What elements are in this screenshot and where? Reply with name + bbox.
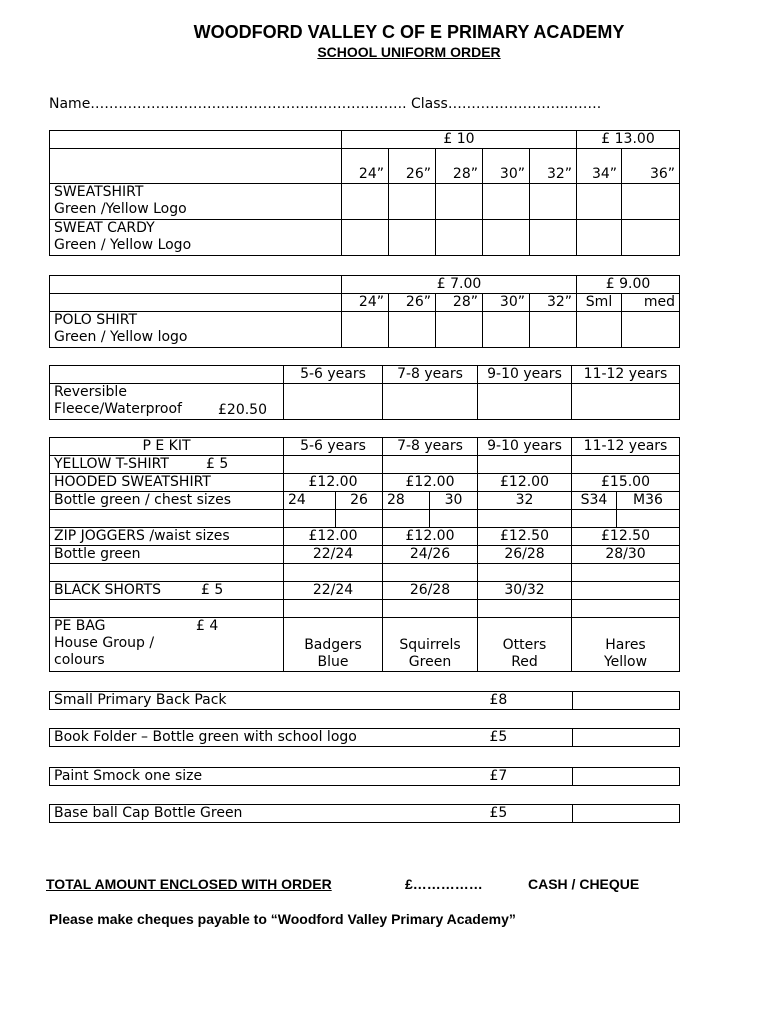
size-cell: 32” (530, 149, 577, 184)
size-cell: 28” (436, 294, 483, 312)
item-label: BLACK SHORTS £ 5 (50, 582, 284, 600)
order-cell[interactable] (617, 510, 680, 528)
size-cell: 32 (478, 492, 572, 510)
size-cell: 36” (622, 149, 680, 184)
price-band-a: £ 7.00 (342, 276, 577, 294)
item-label: Reversible Fleece/Waterproof £20.50 (50, 384, 284, 420)
size-cell: S34 (572, 492, 617, 510)
item-price: £ 5 (206, 456, 229, 472)
size-cell: 28/30 (572, 546, 680, 564)
size-cell: 26/28 (383, 582, 478, 600)
order-cell[interactable] (572, 600, 680, 618)
price-band-b: £ 13.00 (577, 131, 680, 149)
price-cell: £12.00 (478, 474, 572, 492)
size-cell: 24” (342, 149, 389, 184)
size-cell: med (622, 294, 680, 312)
order-cell[interactable] (383, 564, 478, 582)
size-cell: 28 (383, 492, 430, 510)
age-cell: 7-8 years (383, 366, 478, 384)
cardy-row (50, 220, 680, 256)
house-cell[interactable]: Otters Red (478, 618, 572, 672)
extra-item-book-folder (49, 728, 680, 747)
extra-label: Book Folder – Bottle green with school logo (50, 729, 478, 747)
order-cell[interactable] (572, 384, 680, 420)
size-cell: 28” (436, 149, 483, 184)
age-cell: 5-6 years (284, 366, 383, 384)
order-cell[interactable] (336, 510, 383, 528)
price-band-a: £ 10 (342, 131, 577, 149)
item-price: £ 5 (201, 582, 224, 598)
item-sub-label: Bottle green (50, 546, 284, 564)
price-row (50, 131, 680, 149)
polo-row (50, 312, 680, 348)
age-cell: 9-10 years (478, 438, 572, 456)
size-cell: 30/32 (478, 582, 572, 600)
shorts-order-row (50, 600, 680, 618)
price-cell: £15.00 (572, 474, 680, 492)
extra-item-paint-smock (49, 767, 680, 786)
age-cell: 9-10 years (478, 366, 572, 384)
order-cell[interactable] (478, 600, 572, 618)
order-cell[interactable] (389, 220, 436, 256)
order-cell[interactable] (572, 456, 680, 474)
size-cell: 34” (577, 149, 622, 184)
pe-kit-table (49, 437, 680, 672)
age-cell: 11-12 years (572, 366, 680, 384)
price-cell: £12.00 (383, 474, 478, 492)
order-cell[interactable] (284, 510, 336, 528)
cheque-note: Please make cheques payable to “Woodford Valley Primary Academy” (49, 911, 516, 927)
size-cell: 30” (483, 149, 530, 184)
order-cell[interactable] (577, 220, 622, 256)
order-cell[interactable] (572, 510, 617, 528)
size-cell: 30 (430, 492, 478, 510)
hoodie-size-row (50, 492, 680, 510)
pe-kit-heading: P E KIT (50, 438, 284, 456)
age-cell: 11-12 years (572, 438, 680, 456)
size-cell: 24” (342, 294, 389, 312)
item-label: ZIP JOGGERS /waist sizes (50, 528, 284, 546)
name-class-line[interactable]: Name………………………..……………….……………….. Class……………………..……. (49, 96, 602, 112)
hoodie-order-row (50, 510, 680, 528)
extra-item-cap (49, 804, 680, 823)
item-label: SWEAT CARDY Green / Yellow Logo (50, 220, 342, 256)
age-cell: 5-6 years (284, 438, 383, 456)
order-cell[interactable] (383, 384, 478, 420)
order-cell[interactable] (530, 184, 577, 220)
price-band-b: £ 9.00 (577, 276, 680, 294)
order-cell[interactable] (622, 220, 680, 256)
order-cell[interactable] (577, 312, 622, 348)
extra-price: £8 (478, 692, 573, 710)
order-cell[interactable] (622, 184, 680, 220)
price-cell: £12.50 (572, 528, 680, 546)
size-cell: 26” (389, 294, 436, 312)
order-cell[interactable] (284, 456, 383, 474)
order-cell[interactable] (478, 510, 572, 528)
size-cell: 32” (530, 294, 577, 312)
payment-method[interactable]: CASH / CHEQUE (528, 876, 640, 892)
order-cell[interactable] (383, 510, 430, 528)
item-label: POLO SHIRT Green / Yellow logo (50, 312, 342, 348)
joggers-size-row (50, 546, 680, 564)
order-cell[interactable] (478, 564, 572, 582)
size-cell: 24/26 (383, 546, 478, 564)
bag-row (50, 618, 680, 672)
extra-price: £7 (478, 768, 573, 786)
fleece-table (49, 365, 680, 420)
price-cell: £12.00 (284, 474, 383, 492)
tshirt-row (50, 456, 680, 474)
extra-item-backpack (49, 691, 680, 710)
joggers-price-row (50, 528, 680, 546)
order-cell[interactable] (478, 456, 572, 474)
size-cell: M36 (617, 492, 680, 510)
order-cell[interactable] (483, 312, 530, 348)
size-cell: 26” (389, 149, 436, 184)
size-cell: 30” (483, 294, 530, 312)
total-label: TOTAL AMOUNT ENCLOSED WITH ORDER (46, 876, 332, 892)
size-cell: 22/24 (284, 546, 383, 564)
order-cell[interactable] (284, 564, 383, 582)
order-cell[interactable] (577, 184, 622, 220)
order-cell[interactable] (530, 312, 577, 348)
order-cell[interactable] (342, 312, 389, 348)
order-cell[interactable] (478, 384, 572, 420)
order-cell[interactable] (622, 312, 680, 348)
house-cell[interactable]: Badgers Blue (284, 618, 383, 672)
item-label: SWEATSHIRT Green /Yellow Logo (50, 184, 342, 220)
extra-price: £5 (478, 805, 573, 823)
item-label: HOODED SWEATSHIRT (50, 474, 284, 492)
order-cell[interactable] (430, 510, 478, 528)
order-cell[interactable] (389, 312, 436, 348)
order-cell[interactable] (342, 184, 389, 220)
extra-price: £5 (478, 729, 573, 747)
page-subtitle: SCHOOL UNIFORM ORDER (317, 44, 501, 60)
page-title: WOODFORD VALLEY C OF E PRIMARY ACADEMY (193, 22, 625, 42)
item-label: YELLOW T-SHIRT £ 5 (50, 456, 284, 474)
size-row (50, 294, 680, 312)
size-cell: 26/28 (478, 546, 572, 564)
price-cell: £12.50 (478, 528, 572, 546)
house-cell[interactable]: Hares Yellow (572, 618, 680, 672)
size-cell: 22/24 (284, 582, 383, 600)
pe-heading-row (50, 438, 680, 456)
order-cell[interactable] (389, 184, 436, 220)
joggers-order-row (50, 564, 680, 582)
order-cell[interactable] (573, 692, 680, 710)
sweatshirt-table (49, 130, 680, 256)
order-cell[interactable] (436, 220, 483, 256)
size-cell: Sml (577, 294, 622, 312)
price-cell: £12.00 (383, 528, 478, 546)
order-cell[interactable] (573, 805, 680, 823)
price-cell: £12.00 (284, 528, 383, 546)
polo-table (49, 275, 680, 348)
sweatshirt-row (50, 184, 680, 220)
size-row (50, 149, 680, 184)
house-cell[interactable]: Squirrels Green (383, 618, 478, 672)
extra-label: Base ball Cap Bottle Green (50, 805, 478, 823)
order-cell[interactable] (383, 600, 478, 618)
order-cell[interactable] (572, 564, 680, 582)
fleece-row (50, 384, 680, 420)
price-row (50, 276, 680, 294)
order-cell[interactable] (483, 184, 530, 220)
order-cell[interactable] (284, 600, 383, 618)
order-cell[interactable] (530, 220, 577, 256)
order-cell[interactable] (573, 729, 680, 747)
item-sub-label: Bottle green / chest sizes (50, 492, 284, 510)
order-cell[interactable] (284, 384, 383, 420)
item-price: £ 4 (196, 618, 219, 634)
size-cell: 24 (284, 492, 336, 510)
item-label: PE BAG £ 4 House Group / colours (50, 618, 284, 672)
item-price: £20.50 (218, 402, 267, 418)
order-cell[interactable] (436, 184, 483, 220)
order-cell[interactable] (483, 220, 530, 256)
shorts-row (50, 582, 680, 600)
hoodie-price-row (50, 474, 680, 492)
total-amount-field[interactable]: £…………… (405, 876, 483, 892)
extra-label: Paint Smock one size (50, 768, 478, 786)
age-cell: 7-8 years (383, 438, 478, 456)
order-cell[interactable] (573, 768, 680, 786)
extra-label: Small Primary Back Pack (50, 692, 478, 710)
age-row (50, 366, 680, 384)
order-cell[interactable] (383, 456, 478, 474)
order-cell[interactable] (342, 220, 389, 256)
order-cell[interactable] (436, 312, 483, 348)
size-cell: 26 (336, 492, 383, 510)
